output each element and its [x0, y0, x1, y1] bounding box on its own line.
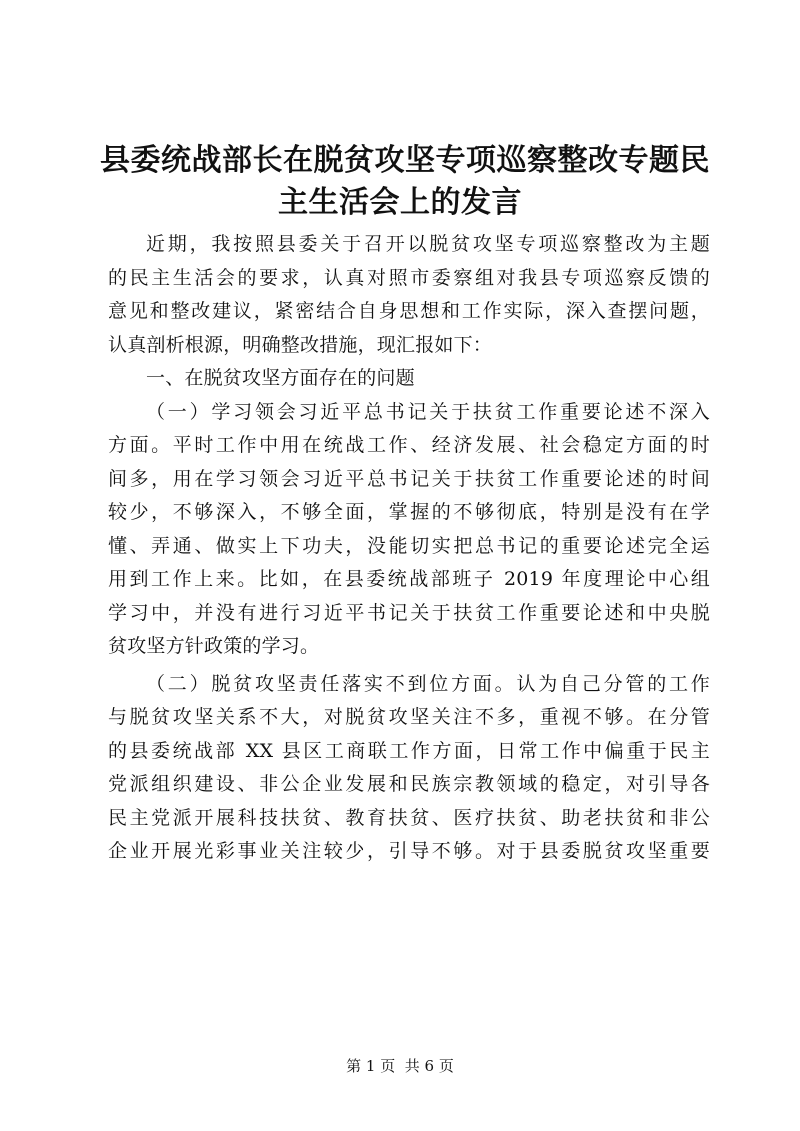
text-line: 方面。平时工作中用在统战工作、经济发展、社会稳定方面的时	[108, 434, 710, 456]
text-line: 企业开展光彩事业关注较少，引导不够。对于县委脱贫攻坚重要	[108, 840, 710, 862]
intro-paragraph	[108, 228, 710, 362]
text-line: 认真剖析根源，明确整改措施，现汇报如下：	[108, 333, 493, 356]
text-line: （二）脱贫攻坚责任落实不到位方面。认为自己分管的工作	[146, 672, 710, 695]
text-line: 意见和整改建议，紧密结合自身思想和工作实际，深入查摆问题，	[108, 300, 710, 322]
text-line: 贫攻坚方针政策的学习。	[108, 635, 320, 657]
text-line: 民主党派开展科技扶贫、教育扶贫、医疗扶贫、助老扶贫和非公	[108, 806, 710, 829]
section-heading-text: 一、在脱贫攻坚方面存在的问题	[146, 367, 415, 389]
page-footer	[0, 1056, 800, 1076]
item-1-paragraph	[108, 396, 710, 664]
text-line: 用到工作上来。比如，在县委统战部班子 2019 年度理论中心组	[108, 568, 710, 590]
item-2-paragraph	[108, 668, 710, 869]
text-line: 的民主生活会的要求，认真对照市委察组对我县专项巡察反馈的	[108, 266, 710, 289]
text-line: 间多，用在学习领会习近平总书记关于扶贫工作重要论述的时间	[108, 467, 710, 490]
text-line: 党派组织建设、非公企业发展和民族宗教领域的稳定，对引导各	[108, 773, 710, 795]
text-line: 近期，我按照县委关于召开以脱贫攻坚专项巡察整改为主题	[146, 233, 710, 255]
title-line: 主生活会上的发言	[278, 185, 522, 220]
text-line: 的县委统战部 XX 县区工商联工作方面，日常工作中偏重于民主	[108, 739, 710, 762]
text-line: 学习中，并没有进行习近平书记关于扶贫工作重要论述和中央脱	[108, 601, 710, 624]
document-title	[100, 140, 710, 224]
document-body	[108, 228, 710, 869]
text-line: 较少，不够深入，不够全面，掌握的不够彻底，特别是没有在学	[108, 501, 710, 523]
text-line: （一）学习领会习近平总书记关于扶贫工作重要论述不深入	[146, 400, 710, 423]
text-line: 懂、弄通、做实上下功夫，没能切实把总书记的重要论述完全运	[108, 534, 710, 557]
text-line: 与脱贫攻坚关系不大，对脱贫攻坚关注不多，重视不够。在分管	[108, 706, 710, 728]
page-number-label: 第 1 页 共 6 页	[346, 1057, 454, 1075]
title-line: 县委统战部长在脱贫攻坚专项巡察整改专题民	[100, 143, 710, 178]
section-heading	[108, 362, 710, 396]
